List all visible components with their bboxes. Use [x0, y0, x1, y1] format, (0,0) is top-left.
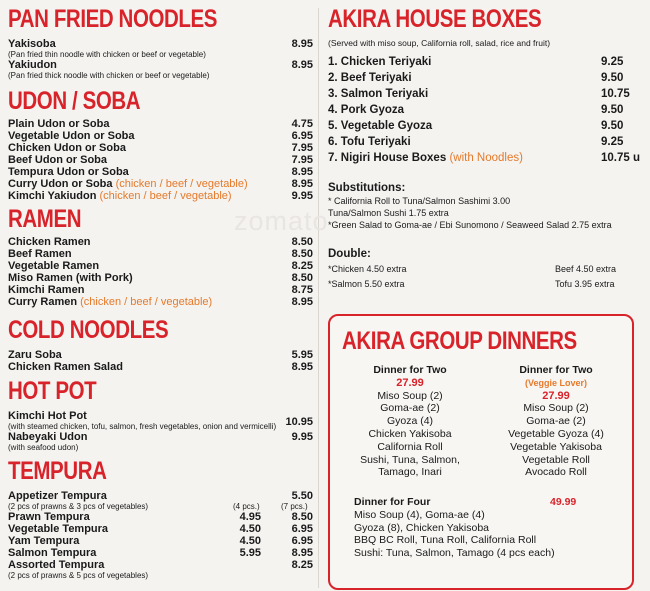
item-price: 8.95: [291, 38, 313, 50]
menu-item: [8, 349, 313, 361]
item-name: Yakisoba: [8, 38, 56, 50]
group-dinners-title: AKIRA GROUP DINNERS: [342, 327, 577, 355]
item-name: Vegetable Udon or Soba: [8, 130, 135, 142]
item-price: 8.95: [291, 178, 313, 190]
item-price: 7.95: [291, 142, 313, 154]
item-name: Plain Udon or Soba: [8, 118, 110, 130]
menu-item: [8, 248, 313, 260]
menu-item: [8, 236, 313, 248]
double-row: [328, 262, 646, 277]
dinner-price: 49.99: [550, 496, 577, 508]
item-name: Curry Udon or Soba: [8, 178, 113, 190]
house-boxes-subtitle: (Served with miso soup, California roll, salad, rice and fruit): [328, 38, 551, 48]
dinner-line: Miso Soup (2): [377, 389, 443, 402]
substitution-line: *Green Salad to Goma-ae / Ebi Sunomono / Seaweed Salad 2.75 extra: [328, 220, 612, 230]
ramen-section: [8, 206, 313, 308]
four-header-row: [354, 496, 577, 509]
dinner-line: Avocado Roll: [525, 466, 587, 479]
item-name: Chicken Ramen Salad: [8, 361, 123, 373]
item-name: Miso Ramen (with Pork): [8, 272, 133, 284]
tempura-section: [8, 458, 313, 580]
menu-item: [8, 130, 313, 142]
item-name: Nabeyaki Udon: [8, 431, 88, 443]
udon-section: [8, 88, 313, 202]
item-price-small: 5.95: [239, 547, 261, 559]
item-name: Chicken Ramen: [8, 236, 91, 248]
item-price: 8.50: [291, 248, 313, 260]
item-price: 8.95: [291, 59, 313, 71]
item-price-large: 8.50: [291, 511, 313, 523]
double-left: *Salmon 5.50 extra: [328, 279, 405, 289]
menu-item: [8, 38, 313, 50]
dinner-line: BBQ BC Roll, Tuna Roll, California Roll: [354, 534, 537, 547]
item-price: 9.50: [601, 72, 624, 84]
item-name: Beef Ramen: [8, 248, 72, 260]
menu-item: [8, 260, 313, 272]
item-price: 9.25: [601, 136, 624, 148]
tempura-title: TEMPURA: [8, 457, 107, 485]
item-name: Assorted Tempura: [8, 559, 105, 571]
double-title: Double:: [328, 248, 371, 260]
item-price: 5.95: [291, 349, 313, 361]
pcs-label-large: (7 pcs.): [281, 502, 308, 511]
pcs-label-small: (4 pcs.): [233, 502, 260, 511]
substitutions-section: [328, 181, 646, 231]
item-price: 8.25: [291, 559, 313, 571]
item-price: 9.95: [291, 431, 313, 443]
double-section: [328, 246, 646, 292]
item-price: 7.95: [291, 154, 313, 166]
dinner-line: Miso Soup (4), Goma-ae (4): [354, 508, 485, 521]
item-price: 8.50: [291, 272, 313, 284]
box-item: [328, 102, 646, 118]
dinner-price: 27.99: [396, 376, 424, 389]
item-name: Curry Ramen: [8, 296, 78, 308]
item-name: 3. Salmon Teriyaki: [328, 88, 429, 100]
dinner-line: Vegetable Gyoza (4): [508, 427, 604, 440]
double-right: Tofu 3.95 extra: [555, 279, 615, 289]
ramen-title: RAMEN: [8, 205, 82, 233]
dinner-line: Sushi, Tuna, Salmon,: [360, 453, 460, 466]
udon-title: UDON / SOBA: [8, 87, 141, 115]
column-divider: [318, 8, 319, 588]
dinner-price: 27.99: [542, 389, 570, 402]
double-right: Beef 4.50 extra: [555, 264, 617, 274]
menu-item: [8, 59, 313, 71]
item-name: Yam Tempura: [8, 535, 80, 547]
item-price: 9.50: [601, 104, 624, 116]
cold-noodles-title: COLD NOODLES: [8, 316, 169, 344]
item-price: 5.50: [291, 490, 313, 502]
hot-pot-section: [8, 378, 313, 452]
item-name: Kimchi Yakiudon: [8, 190, 97, 202]
group-dinners-box: [328, 314, 634, 590]
menu-item: [8, 142, 313, 154]
box-item: [328, 118, 646, 134]
menu-item: [8, 431, 313, 443]
item-name: Appetizer Tempura: [8, 490, 107, 502]
item-price: 8.25: [291, 260, 313, 272]
item-note: (chicken / beef / vegetable): [99, 190, 232, 202]
box-item: [328, 70, 646, 86]
menu-item: [8, 511, 313, 523]
item-name: Salmon Tempura: [8, 547, 97, 559]
item-description: (2 pcs of prawns & 5 pcs of vegetables): [8, 571, 149, 580]
house-boxes-title: AKIRA HOUSE BOXES: [328, 5, 542, 33]
menu-item: [8, 535, 313, 547]
menu-item: [8, 361, 313, 373]
substitutions-title: Substitutions:: [328, 182, 406, 194]
pan-fried-section: [8, 6, 313, 80]
box-item: [328, 86, 646, 102]
dinner-line: Goma-ae (2): [380, 402, 440, 415]
menu-item: [8, 490, 313, 502]
item-name: 5. Vegetable Gyoza: [328, 120, 433, 132]
item-note: (with Noodles): [449, 152, 523, 164]
item-price: 4.75: [291, 118, 313, 130]
menu-item: [8, 154, 313, 166]
item-price: 8.95: [291, 166, 313, 178]
dinner-line: Gyoza (4): [386, 415, 434, 428]
dinner-header: Dinner for Four: [354, 496, 431, 508]
item-name: Prawn Tempura: [8, 511, 90, 523]
item-name: Yakiudon: [8, 59, 57, 71]
dinner-line: Vegetable Roll: [522, 453, 590, 466]
item-price: 8.95: [291, 361, 313, 373]
item-price: 6.95: [291, 130, 313, 142]
item-name: 1. Chicken Teriyaki: [328, 56, 432, 68]
item-price: 8.50: [291, 236, 313, 248]
item-price-small: 4.95: [239, 511, 261, 523]
item-note: (chicken / beef / vegetable): [80, 296, 213, 308]
cold-noodles-section: [8, 317, 313, 373]
dinner-line: Miso Soup (2): [523, 402, 589, 415]
dinner-for-four: [354, 496, 577, 560]
item-description: (Pan fried thick noodle with chicken or beef or vegetable): [8, 71, 210, 80]
menu-item: [8, 559, 313, 571]
menu-item: [8, 272, 313, 284]
dinner-line: Goma-ae (2): [526, 415, 586, 428]
item-price: 10.75: [601, 88, 630, 100]
item-price-large: 6.95: [291, 535, 313, 547]
hot-pot-title: HOT POT: [8, 377, 97, 405]
dinner-line: Vegetable Yakisoba: [510, 440, 602, 453]
item-name: Tempura Udon or Soba: [8, 166, 129, 178]
box-item: [328, 150, 646, 166]
double-row: [328, 277, 646, 292]
item-name: Vegetable Ramen: [8, 260, 100, 272]
item-description: (with seafood udon): [8, 443, 79, 452]
item-description: (Pan fried thin noodle with chicken or beef or vegetable): [8, 50, 206, 59]
appetizer-desc: (2 pcs of prawns & 3 pcs of vegetables): [8, 502, 149, 511]
pan-fried-title: PAN FRIED NOODLES: [8, 5, 218, 33]
item-price: 10.75 u: [601, 152, 640, 164]
menu-item: [8, 523, 313, 535]
menu-item: [8, 178, 313, 190]
substitution-line: Tuna/Salmon Sushi 1.75 extra: [328, 208, 449, 218]
menu-item: [8, 296, 313, 308]
item-name: Vegetable Tempura: [8, 523, 109, 535]
item-description: (with steamed chicken, tofu, salmon, fresh vegetables, onion and vermicelli): [8, 422, 277, 431]
item-price: 8.75: [291, 284, 313, 296]
veggie-label: (Veggie Lover): [524, 377, 587, 388]
double-left: *Chicken 4.50 extra: [328, 264, 407, 274]
menu-item: [8, 118, 313, 130]
item-name: 4. Pork Gyoza: [328, 104, 405, 116]
dinner-line: Tamago, Inari: [378, 466, 442, 479]
menu-item: [8, 190, 313, 202]
dinner-header: Dinner for Two: [519, 364, 593, 376]
dinner-line: California Roll: [377, 440, 443, 453]
dinner-line: Gyoza (8), Chicken Yakisoba: [354, 521, 490, 534]
item-price-small: 4.50: [239, 523, 261, 535]
item-name: Kimchi Ramen: [8, 284, 85, 296]
item-price: 9.50: [601, 120, 624, 132]
item-price: 8.95: [291, 296, 313, 308]
item-price: 10.95: [285, 416, 313, 428]
watermark: zomato: [234, 206, 329, 236]
item-name: Kimchi Hot Pot: [8, 410, 87, 422]
item-price: 9.95: [291, 190, 313, 202]
menu-item: [8, 166, 313, 178]
substitution-line: * California Roll to Tuna/Salmon Sashimi 3.00: [328, 196, 511, 206]
dinner-for-two-b: [496, 364, 616, 479]
item-name: 2. Beef Teriyaki: [328, 72, 412, 84]
item-name: Chicken Udon or Soba: [8, 142, 126, 154]
item-name: 7. Nigiri House Boxes: [328, 152, 447, 164]
item-name: 6. Tofu Teriyaki: [328, 136, 411, 148]
dinner-for-two-a: [350, 364, 470, 479]
item-price-large: 8.95: [291, 547, 313, 559]
item-price-large: 6.95: [291, 523, 313, 535]
house-boxes-section: [328, 6, 646, 166]
dinner-line: Chicken Yakisoba: [368, 427, 452, 440]
item-name: Beef Udon or Soba: [8, 154, 108, 166]
menu-item: [8, 547, 313, 559]
item-description: [8, 502, 313, 511]
dinner-line: Sushi: Tuna, Salmon, Tamago (4 pcs each): [354, 547, 555, 560]
menu-item: [8, 284, 313, 296]
item-price-small: 4.50: [239, 535, 261, 547]
box-item: [328, 134, 646, 150]
item-price: 9.25: [601, 56, 624, 68]
item-note: (chicken / beef / vegetable): [115, 178, 248, 190]
item-name: Zaru Soba: [8, 349, 62, 361]
dinner-header: Dinner for Two: [373, 364, 447, 376]
box-item: [328, 54, 646, 70]
